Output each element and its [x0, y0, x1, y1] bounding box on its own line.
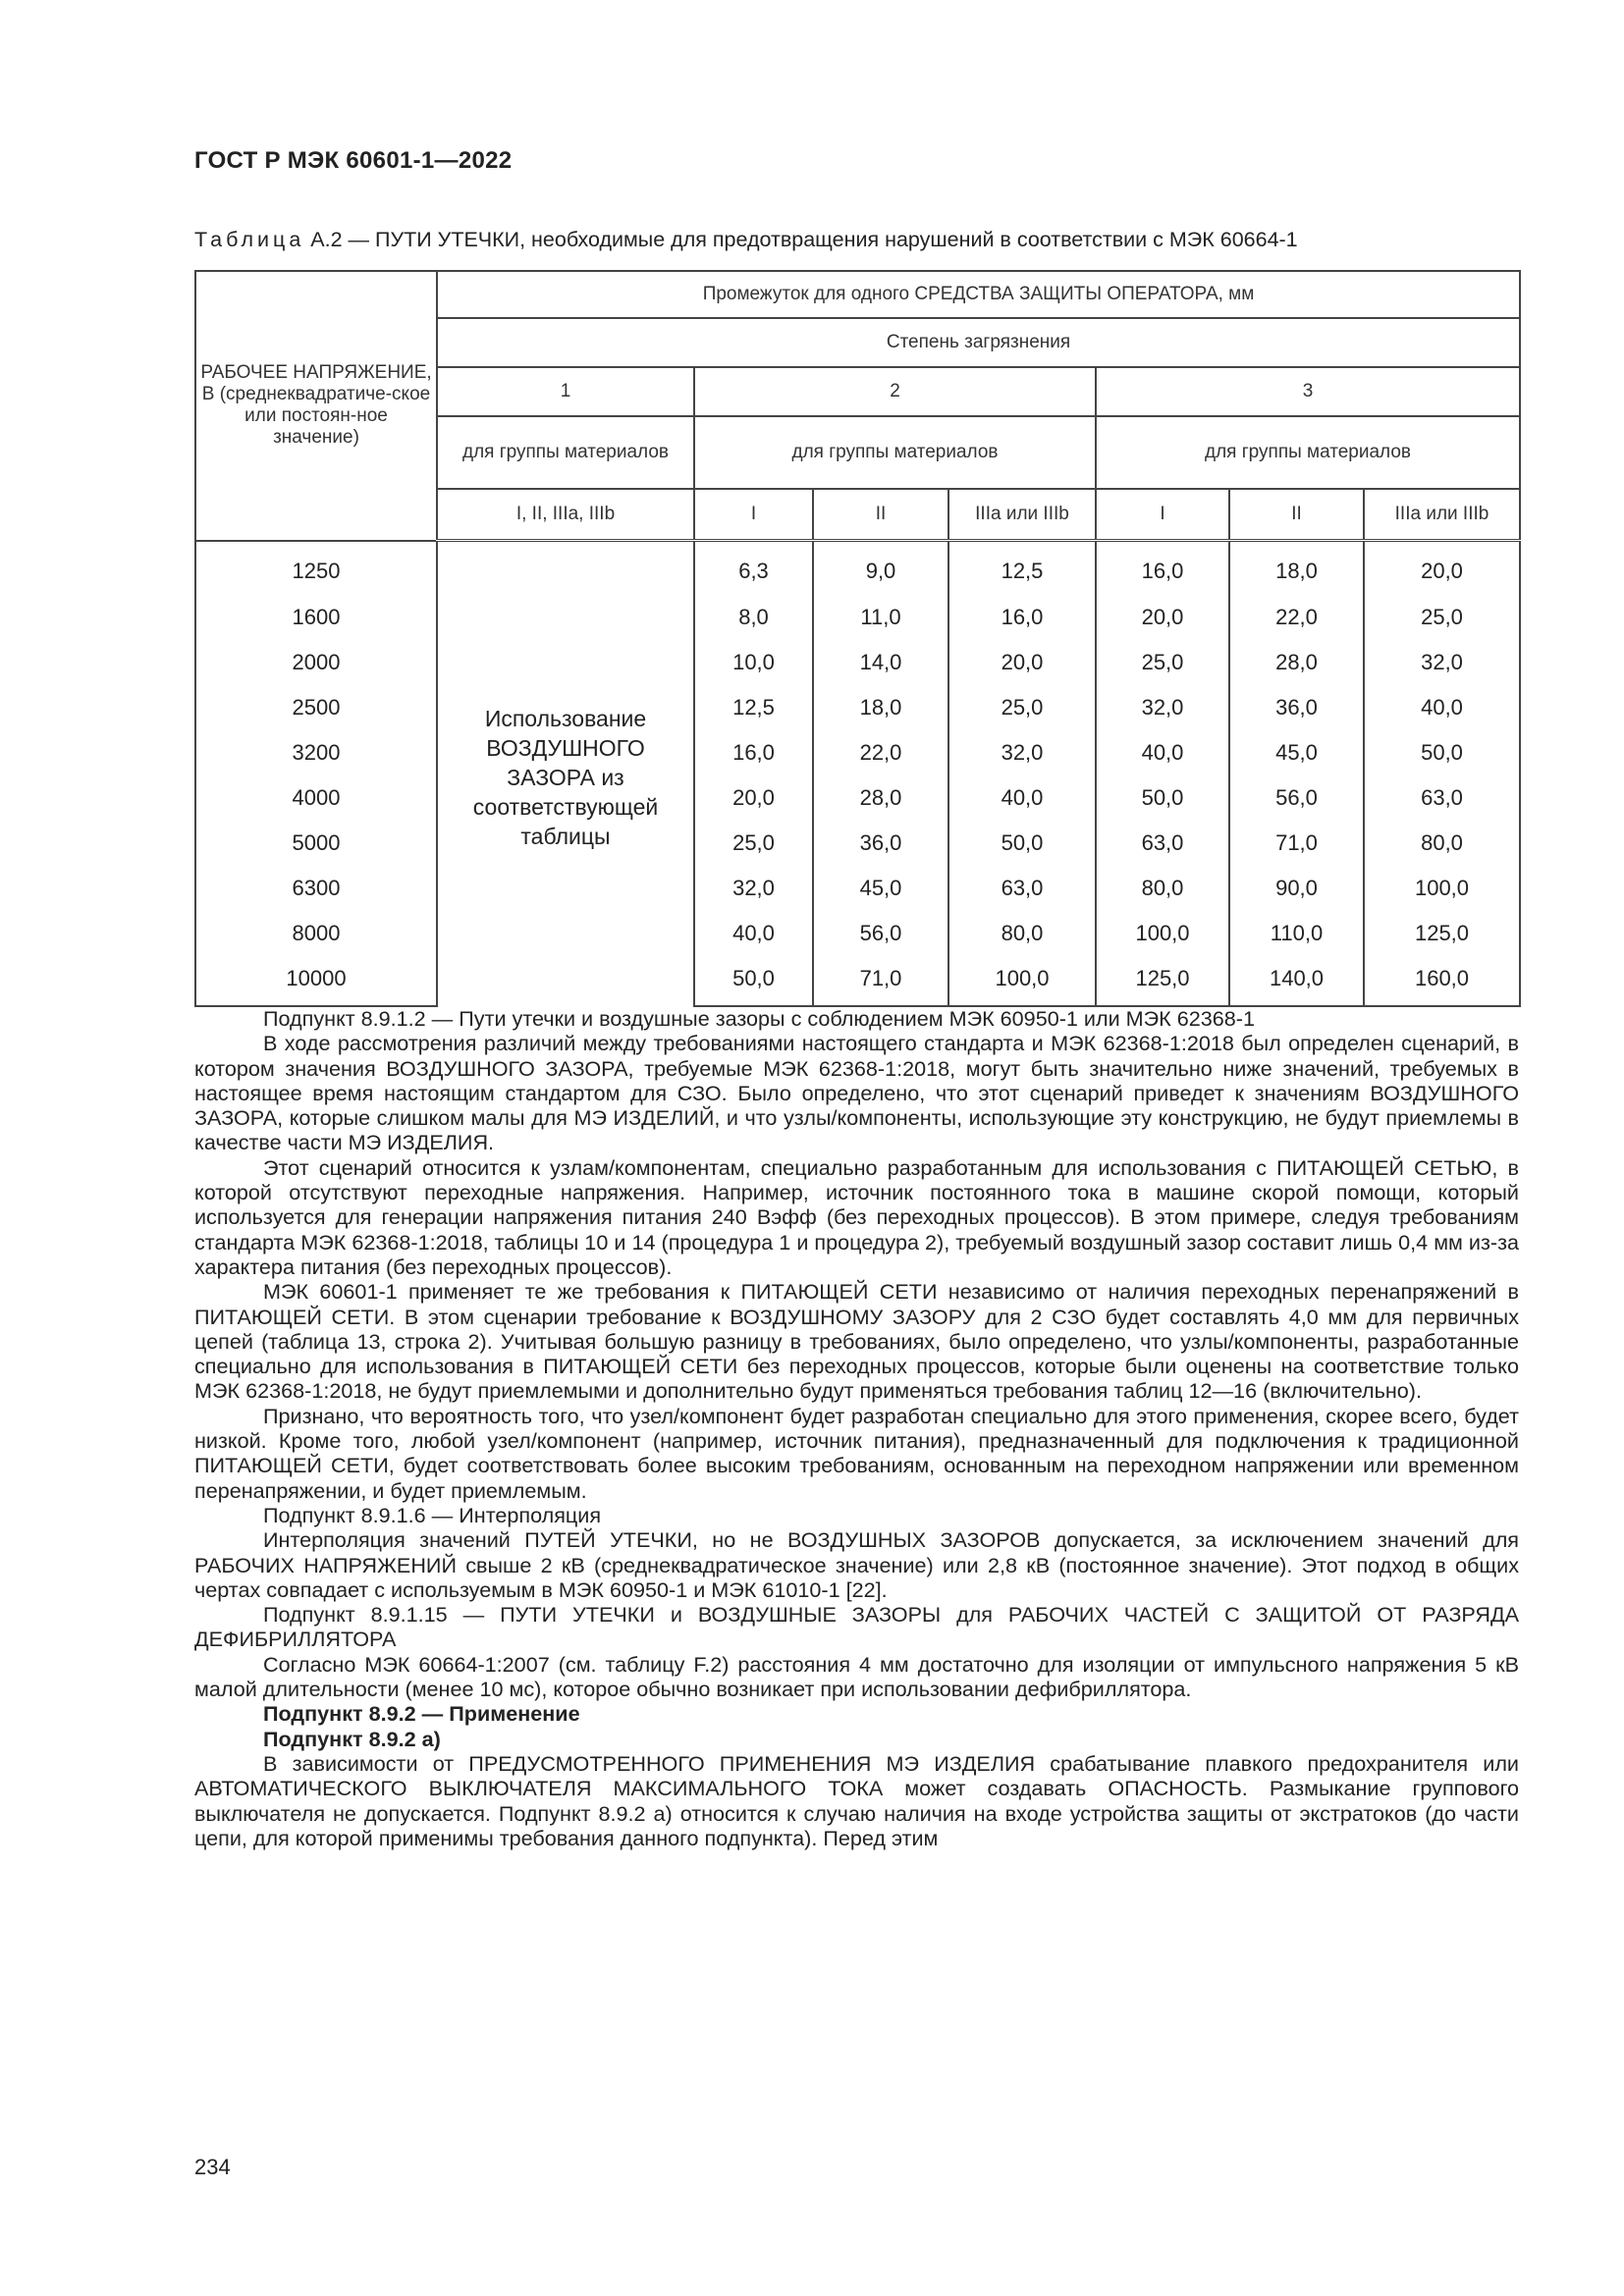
voltage-cell: 6300 [195, 866, 437, 911]
value-cell: 12,5 [694, 685, 813, 730]
material-group-header-3: для группы материалов [1096, 416, 1520, 489]
value-cell: 16,0 [694, 730, 813, 775]
value-cell: 28,0 [1229, 640, 1364, 685]
value-cell: 125,0 [1364, 911, 1520, 956]
value-cell: 20,0 [694, 775, 813, 821]
value-cell: 36,0 [1229, 685, 1364, 730]
value-cell: 18,0 [813, 685, 948, 730]
table-row [195, 730, 1520, 775]
material-group-cell: IIIa или IIIb [948, 489, 1096, 541]
value-cell: 80,0 [948, 911, 1096, 956]
table-row [195, 866, 1520, 911]
value-cell: 25,0 [1364, 595, 1520, 640]
value-cell: 71,0 [813, 956, 948, 1006]
material-group-header-2: для группы материалов [694, 416, 1096, 489]
paragraph: Признано, что вероятность того, что узел/компонент будет разработан специально для этого применения, скорее всего, будет низкой. Кроме того, любой узел/компонент (например, источник питания), предназначенный для подключения к традиционной ПИТАЮЩЕЙ СЕТИ, будет соответствовать более высоким требованиям, основанным на переходном напряжении или временном перенапряжении, и будет приемлемым. [194, 1403, 1519, 1503]
value-cell: 40,0 [948, 775, 1096, 821]
voltage-cell: 8000 [195, 911, 437, 956]
table-row [195, 595, 1520, 640]
value-cell: 110,0 [1229, 911, 1364, 956]
value-cell: 100,0 [948, 956, 1096, 1006]
paragraph: В зависимости от ПРЕДУСМОТРЕННОГО ПРИМЕНЕНИЯ МЭ ИЗДЕЛИЯ срабатывание плавкого предохранителя или АВТОМАТИЧЕСКОГО ВЫКЛЮЧАТЕЛЯ МАКСИМАЛЬНОГО ТОКА может создавать ОПАСНОСТЬ. Размыкание группового выключателя не допускается. Подпункт 8.9.2 a) относится к случаю наличия на входе устройства защиты от экстратоков (до части цепи, для которой применимы требования данного подпункта). Перед этим [194, 1750, 1519, 1850]
value-cell: 8,0 [694, 595, 813, 640]
table-row [195, 911, 1520, 956]
pollution-degree-1: 1 [437, 367, 694, 416]
value-cell: 16,0 [948, 595, 1096, 640]
voltage-cell: 1250 [195, 541, 437, 596]
voltage-cell: 2500 [195, 685, 437, 730]
value-cell: 9,0 [813, 541, 948, 596]
subclause-heading-bold: Подпункт 8.9.2 a) [263, 1726, 441, 1751]
material-group-header-1: для группы материалов [437, 416, 694, 489]
material-group-cell: I [694, 489, 813, 541]
subclause-heading: Подпункт 8.9.1.6 — Интерполяция [263, 1502, 602, 1527]
voltage-cell: 5000 [195, 821, 437, 866]
material-group-cell: IIIa или IIIb [1364, 489, 1520, 541]
value-cell: 20,0 [948, 640, 1096, 685]
value-cell: 20,0 [1364, 541, 1520, 596]
material-group-cell: I [1096, 489, 1229, 541]
value-cell: 20,0 [1096, 595, 1229, 640]
subclause-heading-bold: Подпункт 8.9.2 — Применение [263, 1701, 580, 1727]
value-cell: 56,0 [1229, 775, 1364, 821]
value-cell: 40,0 [1096, 730, 1229, 775]
material-group-cell: II [1229, 489, 1364, 541]
value-cell: 25,0 [948, 685, 1096, 730]
subclause-heading: Подпункт 8.9.1.15 — ПУТИ УТЕЧКИ и ВОЗДУШНЫЕ ЗАЗОРЫ для РАБОЧИХ ЧАСТЕЙ С ЗАЩИТОЙ ОТ РАЗРЯДА ДЕФИБРИЛЛЯТОРА [194, 1602, 1519, 1652]
value-cell: 100,0 [1096, 911, 1229, 956]
paragraph: Согласно МЭК 60664-1:2007 (см. таблицу F.2) расстояния 4 мм достаточно для изоляции от импульсного напряжения 5 кВ малой длительности (менее 10 мс), которое обычно возникает при использовании дефибриллятора. [194, 1651, 1519, 1702]
value-cell: 71,0 [1229, 821, 1364, 866]
value-cell: 50,0 [1096, 775, 1229, 821]
value-cell: 11,0 [813, 595, 948, 640]
table-row [195, 541, 1520, 596]
value-cell: 50,0 [1364, 730, 1520, 775]
voltage-cell: 2000 [195, 640, 437, 685]
value-cell: 50,0 [948, 821, 1096, 866]
value-cell: 50,0 [694, 956, 813, 1006]
voltage-cell: 3200 [195, 730, 437, 775]
creepage-table [194, 270, 1521, 1007]
voltage-cell: 4000 [195, 775, 437, 821]
value-cell: 32,0 [694, 866, 813, 911]
value-cell: 28,0 [813, 775, 948, 821]
body-text [194, 1006, 1519, 1850]
value-cell: 90,0 [1229, 866, 1364, 911]
value-cell: 10,0 [694, 640, 813, 685]
value-cell: 25,0 [1096, 640, 1229, 685]
value-cell: 160,0 [1364, 956, 1520, 1006]
paragraph: МЭК 60601-1 применяет те же требования к ПИТАЮЩЕЙ СЕТИ независимо от наличия переходных перенапряжений в ПИТАЮЩЕЙ СЕТИ. В этом сценарии требование к ВОЗДУШНОМУ ЗАЗОРУ для 2 СЗО будет составлять 4,0 мм для первичных цепей (таблица 13, строка 2). Учитывая большую разницу в требованиях, было определено, что узлы/компоненты, разработанные специально для использования в ПИТАЮЩЕЙ СЕТИ без переходных процессов, которые были оценены на соответствие только МЭК 62368-1:2018, не будут приемлемыми и дополнительно будут применяться требования таблиц 12—16 (включительно). [194, 1279, 1519, 1404]
value-cell: 100,0 [1364, 866, 1520, 911]
voltage-cell: 10000 [195, 956, 437, 1006]
air-clearance-note-cell: Использование ВОЗДУШНОГО ЗАЗОРА из соответствующей таблицы [437, 541, 694, 1007]
value-cell: 40,0 [1364, 685, 1520, 730]
table-caption-text: А.2 — ПУТИ УТЕЧКИ, необходимые для предотвращения нарушений в соответствии с МЭК 60664-1 [304, 228, 1298, 251]
value-cell: 18,0 [1229, 541, 1364, 596]
value-cell: 80,0 [1364, 821, 1520, 866]
value-cell: 12,5 [948, 541, 1096, 596]
value-cell: 32,0 [1364, 640, 1520, 685]
value-cell: 80,0 [1096, 866, 1229, 911]
value-cell: 36,0 [813, 821, 948, 866]
value-cell: 63,0 [1096, 821, 1229, 866]
table-row [195, 685, 1520, 730]
voltage-cell: 1600 [195, 595, 437, 640]
page-number: 234 [194, 2155, 231, 2179]
value-cell: 22,0 [1229, 595, 1364, 640]
paragraph: В ходе рассмотрения различий между требованиями настоящего стандарта и МЭК 62368-1:2018 был определен сценарий, в котором значения ВОЗДУШНОГО ЗАЗОРА, требуемые МЭК 62368-1:2018, могут быть значительно ниже значений, требуемых в настоящее время настоящим стандартом для СЗО. Было определено, что этот сценарий приведет к значениям ВОЗДУШНОГО ЗАЗОРА, которые слишком малы для МЭ ИЗДЕЛИЙ, и что узлы/компоненты, использующие эту конструкцию, не будут приемлемы в качестве части МЭ ИЗДЕЛИЯ. [194, 1031, 1519, 1155]
table-caption-label: Таблица [194, 228, 305, 251]
paragraph: Интерполяция значений ПУТЕЙ УТЕЧКИ, но не ВОЗДУШНЫХ ЗАЗОРОВ допускается, за исключением значений для РАБОЧИХ НАПРЯЖЕНИЙ свыше 2 кВ (среднеквадратическое значение) или 2,8 кВ (постоянное значение). Этот подход в общих чертах совпадает с используемым в МЭК 60950-1 и МЭК 61010-1 [22]. [194, 1527, 1519, 1602]
material-group-cell: II [813, 489, 948, 541]
value-cell: 140,0 [1229, 956, 1364, 1006]
subclause-heading: Подпункт 8.9.1.2 — Пути утечки и воздушные зазоры с соблюдением МЭК 60950-1 или МЭК 62368-1 [263, 1006, 1255, 1031]
value-cell: 32,0 [1096, 685, 1229, 730]
value-cell: 40,0 [694, 911, 813, 956]
value-cell: 63,0 [948, 866, 1096, 911]
value-cell: 45,0 [1229, 730, 1364, 775]
table-row [195, 956, 1520, 1006]
value-cell: 14,0 [813, 640, 948, 685]
value-cell: 32,0 [948, 730, 1096, 775]
voltage-column-header: РАБОЧЕЕ НАПРЯЖЕНИЕ, В (среднеквадратиче-ское или постоян-ное значение) [195, 271, 437, 541]
value-cell: 22,0 [813, 730, 948, 775]
value-cell: 45,0 [813, 866, 948, 911]
value-cell: 16,0 [1096, 541, 1229, 596]
material-group-cell: I, II, IIIa, IIIb [437, 489, 694, 541]
paragraph: Этот сценарий относится к узлам/компонентам, специально разработанным для использования с ПИТАЮЩЕЙ СЕТЬЮ, в которой отсутствуют переходные напряжения. Например, источник постоянного тока в машине скорой помощи, который используется для генерации напряжения питания 240 Вэфф (без переходных процессов). В этом примере, следуя требованиям стандарта МЭК 62368-1:2018, таблицы 10 и 14 (процедура 1 и процедура 2), требуемый воздушный зазор составит лишь 0,4 мм из-за характера питания (без переходных процессов). [194, 1154, 1519, 1279]
value-cell: 56,0 [813, 911, 948, 956]
value-cell: 125,0 [1096, 956, 1229, 1006]
table-row [195, 821, 1520, 866]
value-cell: 6,3 [694, 541, 813, 596]
document-header: ГОСТ Р МЭК 60601-1—2022 [194, 147, 513, 174]
pollution-degree-header: Степень загрязнения [437, 318, 1520, 367]
span-header: Промежуток для одного СРЕДСТВА ЗАЩИТЫ ОПЕРАТОРА, мм [437, 271, 1520, 318]
pollution-degree-2: 2 [694, 367, 1096, 416]
value-cell: 63,0 [1364, 775, 1520, 821]
pollution-degree-3: 3 [1096, 367, 1520, 416]
table-row [195, 640, 1520, 685]
table-caption [194, 228, 1298, 252]
table-row [195, 775, 1520, 821]
value-cell: 25,0 [694, 821, 813, 866]
